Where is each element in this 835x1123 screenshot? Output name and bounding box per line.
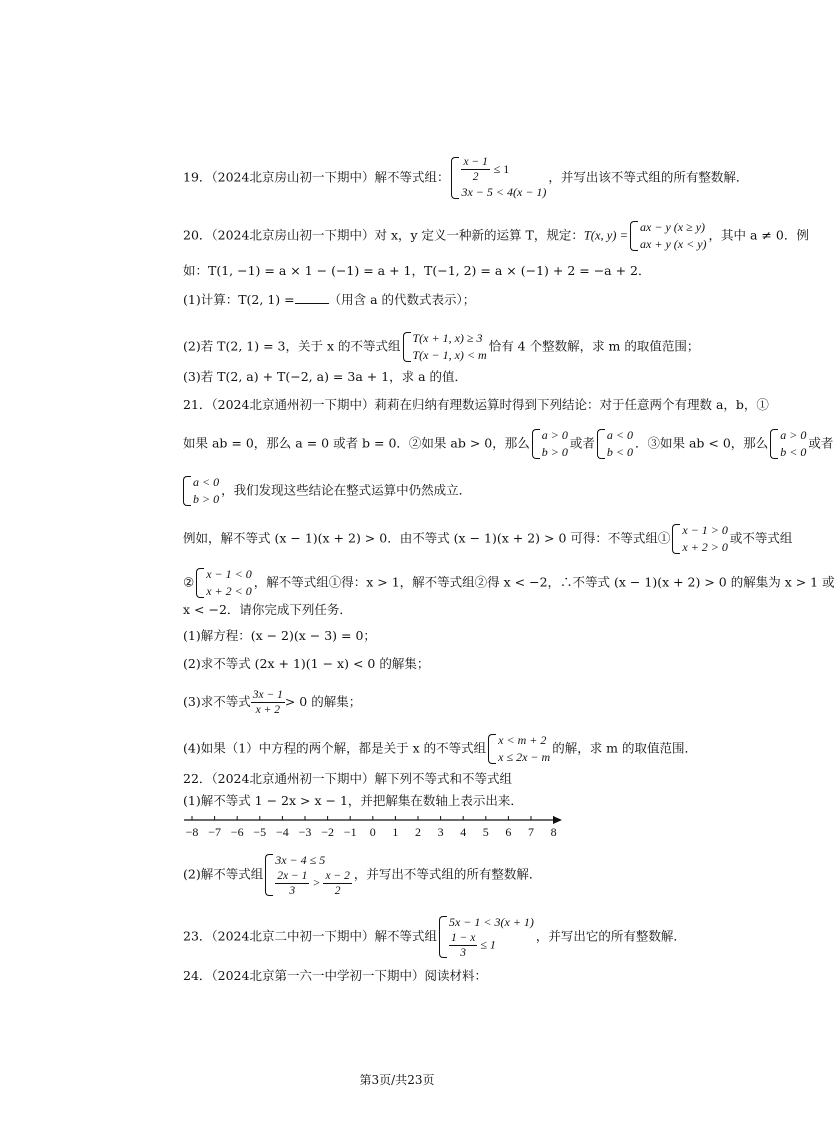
q21-p3-fraction bbox=[251, 688, 285, 717]
q22-p2-n1: 2x − 1 bbox=[277, 870, 308, 882]
q22-p2-prefix: (2)解不等式组 bbox=[183, 866, 264, 882]
q22-p2-suffix: ，并写出不等式组的所有整数解． bbox=[353, 866, 542, 882]
question-20-part3: (3)若 T(2, a) + T(−2, a) = 3a + 1，求 a 的值． bbox=[183, 369, 468, 384]
axis-tick-label: −5 bbox=[253, 825, 267, 839]
axis-tick-label: 5 bbox=[482, 825, 489, 839]
q21-s2b: x + 2 < 0 bbox=[206, 584, 252, 598]
axis-tick-label: −3 bbox=[298, 825, 312, 839]
page-footer: 第3页/共23页 bbox=[359, 1073, 435, 1087]
q19-row2: 3x − 5 < 4(x − 1) bbox=[461, 185, 547, 199]
q20-case1: ax − y (x ≥ y) bbox=[640, 220, 706, 234]
q21-p4-prefix: (4)如果（1）中方程的两个解，都是关于 x 的不等式组 bbox=[183, 740, 487, 756]
question-21-line5 bbox=[183, 566, 835, 600]
question-23 bbox=[183, 914, 686, 960]
q20-p1-prefix: (1)计算：T(2, 1) = bbox=[183, 292, 295, 307]
q21-p3-num: 3x − 1 bbox=[252, 689, 283, 701]
q22-p2-gt: > bbox=[312, 875, 321, 890]
q20-p2-prefix: (2)若 T(2, 1) = 3，关于 x 的不等式组 bbox=[183, 338, 401, 354]
q23-suffix: ，并写出它的所有整数解． bbox=[535, 928, 686, 944]
question-21-line6: x < −2．请你完成下列任务． bbox=[183, 602, 352, 617]
q19-frac-num: x − 1 bbox=[463, 156, 488, 168]
question-21-part4 bbox=[183, 732, 697, 766]
question-21-part2: (2)求不等式 (2x + 1)(1 − x) < 0 的解集； bbox=[183, 656, 430, 671]
q21-s1b: x + 2 > 0 bbox=[682, 540, 728, 554]
q21-s2a: x − 1 < 0 bbox=[206, 567, 252, 581]
axis-tick-label: 4 bbox=[460, 825, 467, 839]
q19-prefix: 19．（2024北京房山初一下期中）解不等式组： bbox=[183, 169, 450, 185]
axis-tick-label: −4 bbox=[276, 825, 289, 839]
question-21-line3 bbox=[183, 474, 471, 508]
axis-tick-label: 1 bbox=[392, 825, 399, 839]
q22-p2-n2: x − 2 bbox=[325, 870, 350, 882]
q21-system2 bbox=[196, 566, 252, 600]
axis-tick-label: 0 bbox=[369, 825, 376, 839]
q23-tail: ≤ 1 bbox=[480, 937, 496, 952]
question-20-part1 bbox=[183, 291, 475, 309]
q20-case2: ax + y (x < y) bbox=[640, 237, 707, 251]
q20-prefix: 20．（2024北京房山初一下期中）对 x，y 定义一种新的运算 T，规定： bbox=[183, 227, 584, 243]
q21-s1a: x − 1 > 0 bbox=[682, 523, 728, 537]
q19-suffix: ，并写出该不等式组的所有整数解． bbox=[548, 169, 749, 185]
q21-c4a: a < 0 bbox=[193, 475, 220, 489]
q21-c2a: a < 0 bbox=[606, 428, 633, 442]
q19-frac-den: 2 bbox=[472, 171, 479, 183]
q22-p2-row1: 3x − 4 ≤ 5 bbox=[275, 853, 326, 867]
q21-line3-text: ，我们发现这些结论在整式运算中仍然成立． bbox=[221, 482, 472, 498]
q23-prefix: 23．（2024北京二中初一下期中）解不等式组 bbox=[183, 928, 437, 944]
q21-case1 bbox=[532, 427, 568, 461]
q21-c4b: b > 0 bbox=[193, 492, 220, 506]
q20-p2-system bbox=[403, 330, 487, 364]
question-21-line1: 21．（2024北京通州初一下期中）莉莉在归纳有理数运算时得到下列结论：对于任意两个有理数 a，b，① bbox=[183, 397, 769, 412]
q21-line5-b: ，解不等式组①得：x > 1，解不等式组②得 x < −2，∴不等式 (x − 1)(x + 2) > 0 的解集为 x > 1 或 bbox=[253, 574, 835, 590]
q20-p2-row2: T(x − 1, x) < m bbox=[412, 348, 487, 362]
q21-or2: 或者 bbox=[808, 435, 834, 451]
number-line bbox=[184, 814, 564, 844]
q21-c1b: b > 0 bbox=[541, 445, 568, 459]
q20-cases bbox=[630, 219, 707, 253]
axis-tick-label: 3 bbox=[437, 825, 444, 839]
q21-p3-den: x + 2 bbox=[255, 704, 280, 716]
number-line-svg bbox=[184, 814, 564, 844]
axis-tick-label: −1 bbox=[343, 825, 357, 839]
question-21-part1: (1)解方程：(x − 2)(x − 3) = 0； bbox=[183, 628, 376, 643]
q21-c3a: a > 0 bbox=[780, 428, 807, 442]
q21-case2 bbox=[597, 427, 633, 461]
q21-case4 bbox=[183, 474, 219, 508]
q23-row1: 5x − 1 < 3(x + 1) bbox=[448, 915, 534, 929]
question-20-line1 bbox=[183, 219, 809, 253]
q21-or1: 或者 bbox=[569, 435, 595, 451]
q21-c3b: b < 0 bbox=[780, 445, 807, 459]
q22-p2-system bbox=[265, 852, 352, 898]
q20-suffix: ，其中 a ≠ 0．例 bbox=[708, 227, 809, 243]
question-21-part3 bbox=[183, 688, 361, 717]
question-22-part1: (1)解不等式 1 − 2x > x − 1，并把解集在数轴上表示出来． bbox=[183, 793, 523, 808]
q23-system bbox=[439, 914, 534, 960]
question-20-line2: 如：T(1, −1) = a × 1 − (−1) = a + 1，T(−1, 2) = a × (−1) + 2 = −a + 2． bbox=[183, 263, 651, 278]
q21-p3-suffix: > 0 的解集； bbox=[284, 694, 362, 709]
axis-tick-label: −6 bbox=[230, 825, 244, 839]
q21-line2-b: ．③如果 ab < 0，那么 bbox=[634, 435, 769, 451]
question-21-line2 bbox=[183, 427, 833, 461]
q21-p4b: x ≤ 2x − m bbox=[498, 750, 551, 764]
q20-p1-suffix: （用含 a 的代数式表示）； bbox=[328, 292, 476, 307]
q20-p2-row1: T(x + 1, x) ≥ 3 bbox=[412, 331, 483, 345]
q21-line2-a: 如果 ab = 0，那么 a = 0 或者 b = 0．②如果 ab > 0，那么 bbox=[183, 435, 530, 451]
q21-c1a: a > 0 bbox=[541, 428, 568, 442]
answer-blank[interactable] bbox=[295, 291, 329, 304]
axis-tick-label: −2 bbox=[321, 825, 334, 839]
axis-arrow-icon bbox=[553, 816, 562, 824]
q22-p2-d1: 3 bbox=[289, 885, 296, 897]
q21-line5-a: ② bbox=[183, 574, 195, 590]
q21-system1 bbox=[672, 522, 728, 556]
question-19 bbox=[183, 155, 748, 201]
q21-line4-b: 或不等式组 bbox=[729, 530, 793, 546]
axis-tick-label: 2 bbox=[415, 825, 421, 839]
question-22-part2 bbox=[183, 852, 541, 898]
q21-p4-system bbox=[488, 732, 550, 766]
axis-tick-label: 7 bbox=[528, 825, 534, 839]
question-22-line1: 22．（2024北京通州初一下期中）解下列不等式和不等式组 bbox=[183, 771, 512, 786]
q19-inequality-system bbox=[451, 155, 546, 201]
q22-p2-d2: 2 bbox=[334, 885, 341, 897]
q21-p4a: x < m + 2 bbox=[498, 733, 547, 747]
q19-row1-tail: ≤ 1 bbox=[493, 162, 510, 176]
q23-num: 1 − x bbox=[450, 932, 476, 944]
q21-line4-a: 例如，解不等式 (x − 1)(x + 2) > 0．由不等式 (x − 1)(x + 2) > 0 可得：不等式组① bbox=[183, 530, 671, 546]
question-21-line4 bbox=[183, 522, 792, 556]
question-24: 24．（2024北京第一六一中学初一下期中）阅读材料： bbox=[183, 968, 487, 983]
q20-p2-suffix: 恰有 4 个整数解，求 m 的取值范围； bbox=[488, 338, 700, 354]
q21-p4-suffix: 的解，求 m 的取值范围． bbox=[552, 740, 697, 756]
axis-tick-label: −7 bbox=[208, 825, 221, 839]
q23-den: 3 bbox=[460, 947, 467, 959]
axis-tick-label: 8 bbox=[550, 825, 557, 839]
axis-tick-label: −8 bbox=[185, 825, 199, 839]
axis-tick-label: 6 bbox=[505, 825, 512, 839]
q21-c2b: b < 0 bbox=[606, 445, 633, 459]
q20-func: T(x, y) = bbox=[583, 228, 629, 243]
question-20-part2 bbox=[183, 330, 699, 364]
q21-case3 bbox=[770, 427, 806, 461]
q21-p3-prefix: (3)求不等式 bbox=[183, 694, 251, 709]
